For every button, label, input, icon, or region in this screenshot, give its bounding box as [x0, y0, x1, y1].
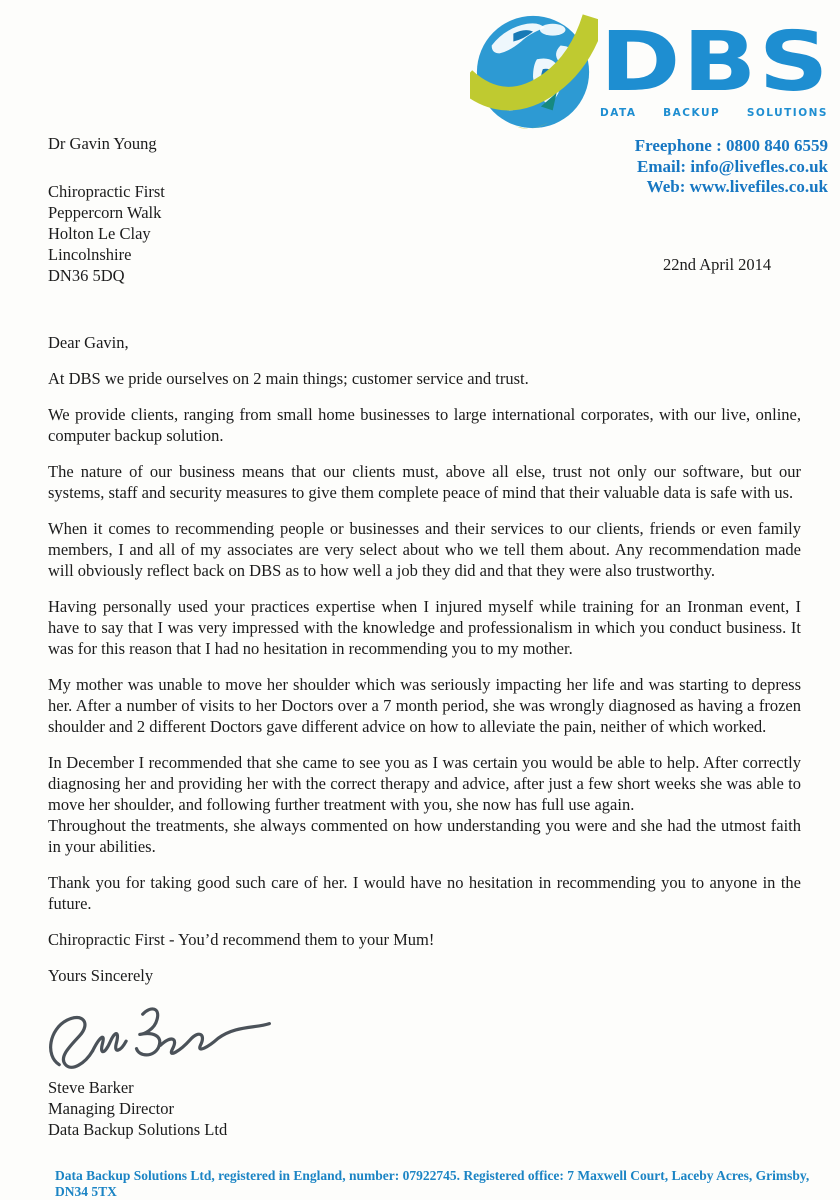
contact-email: Email: info@livefles.co.uk — [636, 156, 828, 176]
globe-swoosh-icon — [470, 12, 598, 136]
recipient-name: Dr Gavin Young — [48, 134, 157, 153]
valediction: Yours Sincerely — [48, 966, 154, 985]
brand-word-backup: BACKUP — [663, 107, 721, 119]
letterhead — [470, 12, 832, 136]
registration-footer: Data Backup Solutions Ltd, registered in England, number: 07922745. Registered office: 7 Maxwell Court, Laceby Acres, Grimsby, DN34 5TX — [55, 1168, 810, 1199]
paragraph: Thank you for taking good such care of her. I would have no hesitation in recommending you to anyone in the future. — [48, 873, 801, 913]
paragraph: My mother was unable to move her shoulder which was seriously impacting her life and was starting to depress her. After a number of visits to her Doctors over a 7 month period, she was wrongly diagnosed as having a frozen shoulder and 2 different Doctors gave different advice on how to alleviate the pain, neither of which worked. — [48, 675, 801, 736]
contact-freephone: Freephone : 0800 840 6559 — [634, 136, 828, 155]
recipient-address-line: DN36 5DQ — [48, 266, 125, 285]
brand-acronym: DBS — [600, 15, 831, 110]
letter-date: 22nd April 2014 — [663, 255, 772, 274]
contact-web: Web: www.livefiles.co.uk — [646, 177, 828, 196]
brand-word-solutions: SOLUTIONS — [746, 107, 828, 119]
salutation: Dear Gavin, — [48, 333, 129, 352]
handwritten-signature — [40, 995, 294, 1082]
recipient-address-line: Lincolnshire — [48, 245, 132, 264]
signoff-name: Steve Barker — [48, 1078, 134, 1097]
recipient-address-line: Peppercorn Walk — [48, 203, 162, 222]
paragraph: Having personally used your practices expertise when I injured myself while training for an Ironman event, I have to say that I was very impressed with the knowledge and professionalism in which you conduct business. It was for this reason that I had no hesitation in recommending you to my mother. — [48, 597, 801, 658]
signoff-title: Managing Director — [48, 1099, 174, 1118]
signoff-block — [48, 1077, 801, 1140]
paragraph: When it comes to recommending people or businesses and their services to our clients, friends or even family members, I and all of my associates are very select about who we tell them about. Any recommendation made will obviously reflect back on DBS as to how well a job they did and that they were also trustworthy. — [48, 519, 801, 580]
brand-wordmark — [600, 15, 832, 119]
signoff-company: Data Backup Solutions Ltd — [48, 1120, 228, 1139]
closing-line: Chiropractic First - You’d recommend them to your Mum! — [48, 930, 435, 949]
paragraph: The nature of our business means that our clients must, above all else, trust not only our software, but our systems, staff and security measures to give them complete peace of mind that their valuable data is safe with us. — [48, 462, 801, 502]
letter-body — [48, 332, 801, 1140]
recipient-address — [48, 133, 165, 286]
brand-word-data: DATA — [600, 107, 637, 119]
recipient-address-line: Holton Le Clay — [48, 224, 151, 243]
recipient-address-line: Chiropractic First — [48, 182, 165, 201]
paragraph: We provide clients, ranging from small home businesses to large international corporates, with our live, online, computer backup solution. — [48, 405, 801, 445]
paragraph: At DBS we pride ourselves on 2 main things; customer service and trust. — [48, 369, 529, 388]
paragraph: In December I recommended that she came to see you as I was certain you would be able to help. After correctly diagnosing her and providing her with the correct therapy and advice, after just a few short weeks she was able to move her shoulder, and following further treatment with you, she now has full use again. — [48, 753, 801, 814]
contact-block — [635, 136, 828, 198]
paragraph: Throughout the treatments, she always commented on how understanding you were and she had the utmost faith in your abilities. — [48, 816, 801, 856]
